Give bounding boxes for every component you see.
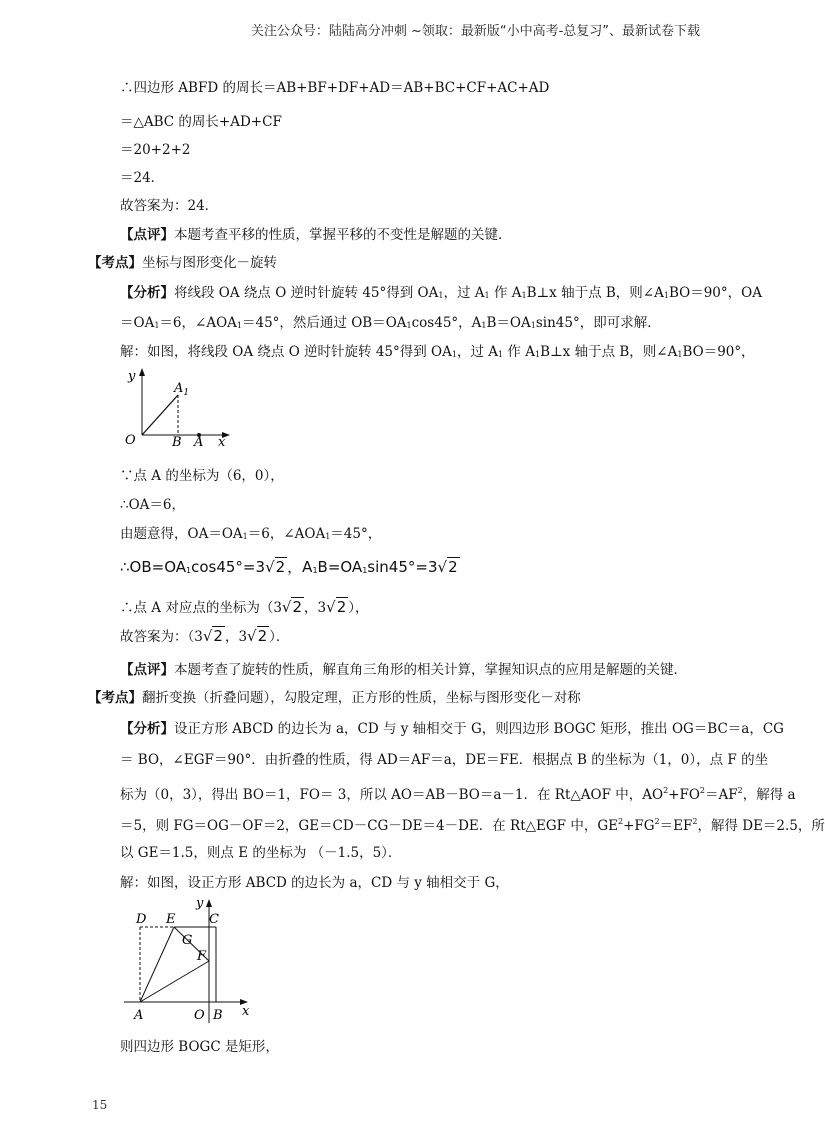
subscript: 1	[484, 291, 490, 300]
text-line: ＝△ABC 的周长+AD+CF	[120, 114, 282, 130]
text-line: 则四边形 BOGC 是矩形，	[120, 1039, 279, 1055]
subscript: 1	[242, 532, 248, 541]
header-note: 关注公众号：陆陆高分冲刺 ~领取：最新版“小中高考-总复习”、最新试卷下载	[250, 24, 700, 39]
radicand: 2	[292, 598, 303, 616]
subscript: 1	[530, 321, 536, 330]
text-run: B＝OA	[486, 315, 531, 331]
text-run: cos45°，A	[411, 315, 482, 331]
subscript: 1	[534, 350, 541, 359]
fold-figure	[118, 895, 258, 1025]
text-run: 标为（0，3），得出 BO＝1，FO＝ 3，所以 AO＝AB－BO＝a－1．在 Rt△AOF 中，AO	[120, 787, 664, 803]
radicand: 2	[275, 558, 286, 576]
text-run: 解：如图，将线段 OA 绕点 O 逆时针旋转 45°得到 OA	[120, 344, 452, 360]
text-line	[120, 597, 368, 618]
superscript: 2	[699, 786, 706, 795]
sqrt-symbol: √2	[326, 598, 347, 616]
kp-tag: 【考点】	[88, 690, 142, 706]
solution-line: 解：如图，设正方形 ABCD 的边长为 a，CD 与 y 轴相交于 G，	[120, 875, 509, 891]
text-run: ＝6，∠AOA	[247, 526, 326, 542]
text-run: 作 A	[489, 285, 522, 301]
label-o: O	[125, 433, 136, 448]
text-run: B=OA	[317, 558, 363, 576]
knowledge-point-line	[88, 688, 581, 708]
text-run: ，3	[304, 600, 327, 616]
text-run: +FG	[623, 818, 655, 834]
radicand: 2	[213, 627, 223, 645]
label-a: A	[194, 435, 204, 450]
subscript: 1	[521, 291, 527, 300]
y-axis-arrow-icon	[206, 899, 212, 907]
subscript: 1	[236, 321, 242, 330]
analysis-line	[120, 313, 661, 336]
text-run: ＝6，∠AOA	[159, 315, 237, 331]
superscript: 2	[617, 817, 624, 826]
subscript: 1	[451, 350, 457, 359]
text-line: ∴OA＝6，	[120, 497, 185, 513]
text-run: +FO	[668, 787, 700, 803]
text-run: ，过 A	[443, 285, 485, 301]
text-run: BO＝90°，OA	[668, 285, 762, 301]
text-run: ，过 A	[456, 344, 499, 360]
review-tag: 【点评】	[120, 662, 174, 678]
label-a1-sub: 1	[183, 388, 190, 398]
text-run: ）．	[269, 629, 290, 645]
text-run: 作 A	[503, 344, 535, 360]
rotation-figure	[118, 365, 238, 450]
subscript: 1	[663, 291, 669, 300]
segment-af	[140, 961, 209, 1002]
review-line	[120, 660, 687, 680]
analysis-tag: 【分析】	[120, 285, 174, 301]
analysis-line	[120, 812, 825, 836]
page-number: 15	[92, 1098, 108, 1112]
superscript: 2	[663, 786, 669, 795]
kp-text: 翻折变换（折叠问题），勾股定理，正方形的性质，坐标与图形变化－对称	[142, 690, 581, 706]
radicand: 2	[448, 558, 458, 576]
text-run: B⊥x 轴于点 B，则∠A	[540, 344, 678, 360]
text-line: ∴四边形 ABFD 的周长＝AB+BF+DF+AD＝AB+BC+CF+AC+AD	[120, 80, 550, 96]
label-a: A	[134, 1008, 144, 1023]
text-run: 将线段 OA 绕点 O 逆时针旋转 45°得到 OA	[174, 285, 439, 301]
review-tag: 【点评】	[120, 227, 174, 243]
knowledge-point-line	[88, 253, 277, 273]
text-run: ＝45°，	[330, 526, 382, 542]
subscript: 1	[677, 350, 683, 359]
text-run: sin45°=3	[367, 558, 438, 576]
text-run: B⊥x 轴于点 B，则∠A	[526, 285, 664, 301]
label-a1	[173, 381, 189, 398]
segment-oa1	[142, 395, 178, 435]
text-run: ＝AF	[705, 787, 738, 803]
solution-line	[120, 342, 755, 365]
text-line: ∵点 A 的坐标为（6，0），	[120, 468, 284, 484]
subscript: 1	[325, 532, 331, 541]
label-x: x	[242, 1004, 250, 1019]
subscript: 1	[481, 321, 487, 330]
radicand: 2	[257, 627, 268, 645]
label-y: y	[128, 369, 136, 384]
label-g: G	[182, 933, 193, 948]
sqrt-symbol: √2	[437, 558, 458, 576]
text-run: ），	[348, 600, 369, 616]
sqrt-symbol: √2	[265, 558, 286, 576]
sqrt-symbol: √2	[281, 598, 303, 616]
analysis-tag: 【分析】	[120, 721, 174, 737]
text-run: ＝EF	[659, 818, 693, 834]
label-o: O	[194, 1008, 205, 1023]
analysis-line: 以 GE＝1.5，则点 E 的坐标为 （－1.5，5）．	[120, 845, 402, 861]
label-b: B	[213, 1008, 223, 1023]
subscript: 1	[438, 291, 444, 300]
text-line: 故答案为：24．	[120, 198, 219, 214]
text-run: ＝OA	[120, 315, 155, 331]
text-run: cos45°=3	[191, 558, 266, 576]
text-run: sin45°，即可求解．	[535, 315, 661, 331]
superscript: 2	[654, 817, 660, 826]
radicand: 2	[336, 598, 347, 616]
label-a1-text: A	[174, 381, 184, 396]
label-e: E	[166, 912, 176, 927]
text-run: ，解得 DE＝2.5，所	[697, 818, 825, 834]
sqrt-symbol: √2	[202, 627, 223, 645]
text-run: ∴点 A 对应点的坐标为（3	[120, 600, 282, 616]
kp-text: 坐标与图形变化－旋转	[142, 255, 277, 271]
subscript: 1	[186, 566, 192, 575]
label-f: F	[197, 949, 207, 964]
subscript: 1	[312, 566, 318, 575]
analysis-line: ＝ BO，∠EGF＝90°．由折叠的性质，得 AD＝AF＝a，DE＝FE．根据点 B 的坐标为（1，0），点 F 的坐	[120, 752, 769, 768]
label-c: C	[209, 912, 219, 927]
text-run: ＝45°，然后通过 OB＝OA	[241, 315, 407, 331]
text-run: ，3	[224, 629, 248, 645]
subscript: 1	[406, 321, 412, 330]
sqrt-symbol: √2	[247, 627, 268, 645]
text-run: BO＝90°，	[682, 344, 755, 360]
y-axis-arrow-icon	[139, 368, 145, 376]
analysis-line	[120, 283, 762, 306]
subscript: 1	[498, 350, 504, 359]
text-run: ＝5，则 FG＝OG－OF＝2，GE＝CD－CG－DE＝4－DE．在 Rt△EGF 中，GE	[120, 818, 618, 834]
kp-tag: 【考点】	[88, 255, 142, 271]
text-run: ∴OB=OA	[120, 558, 187, 576]
text-run: ，A	[287, 558, 313, 576]
text-run: 故答案为：（3	[120, 629, 203, 645]
text-run: 由题意得，OA＝OA	[120, 526, 243, 542]
superscript: 2	[692, 817, 698, 826]
label-d: D	[136, 912, 147, 927]
formula-line	[120, 557, 460, 581]
text-line: ＝24．	[120, 170, 165, 186]
review-line	[120, 225, 512, 245]
segment-ae	[140, 927, 174, 1002]
review-text: 本题考查平移的性质，掌握平移的不变性是解题的关键．	[174, 227, 512, 243]
subscript: 1	[362, 566, 368, 575]
review-text: 本题考查了旋转的性质，解直角三角形的相关计算，掌握知识点的应用是解题的关键．	[174, 662, 687, 678]
label-b: B	[172, 435, 182, 450]
analysis-line	[120, 719, 784, 739]
subscript: 1	[154, 321, 160, 330]
analysis-line	[120, 781, 796, 805]
label-y: y	[196, 896, 204, 911]
text-line	[120, 524, 381, 547]
text-run: ，解得 a	[742, 787, 796, 803]
text-run: 设正方形 ABCD 的边长为 a，CD 与 y 轴相交于 G，则四边形 BOGC 矩形，推出 OG＝BC＝a，CG	[174, 721, 784, 737]
text-line: ＝20+2+2	[120, 142, 191, 158]
text-line	[120, 626, 289, 647]
label-x: x	[218, 435, 226, 450]
superscript: 2	[737, 786, 743, 795]
